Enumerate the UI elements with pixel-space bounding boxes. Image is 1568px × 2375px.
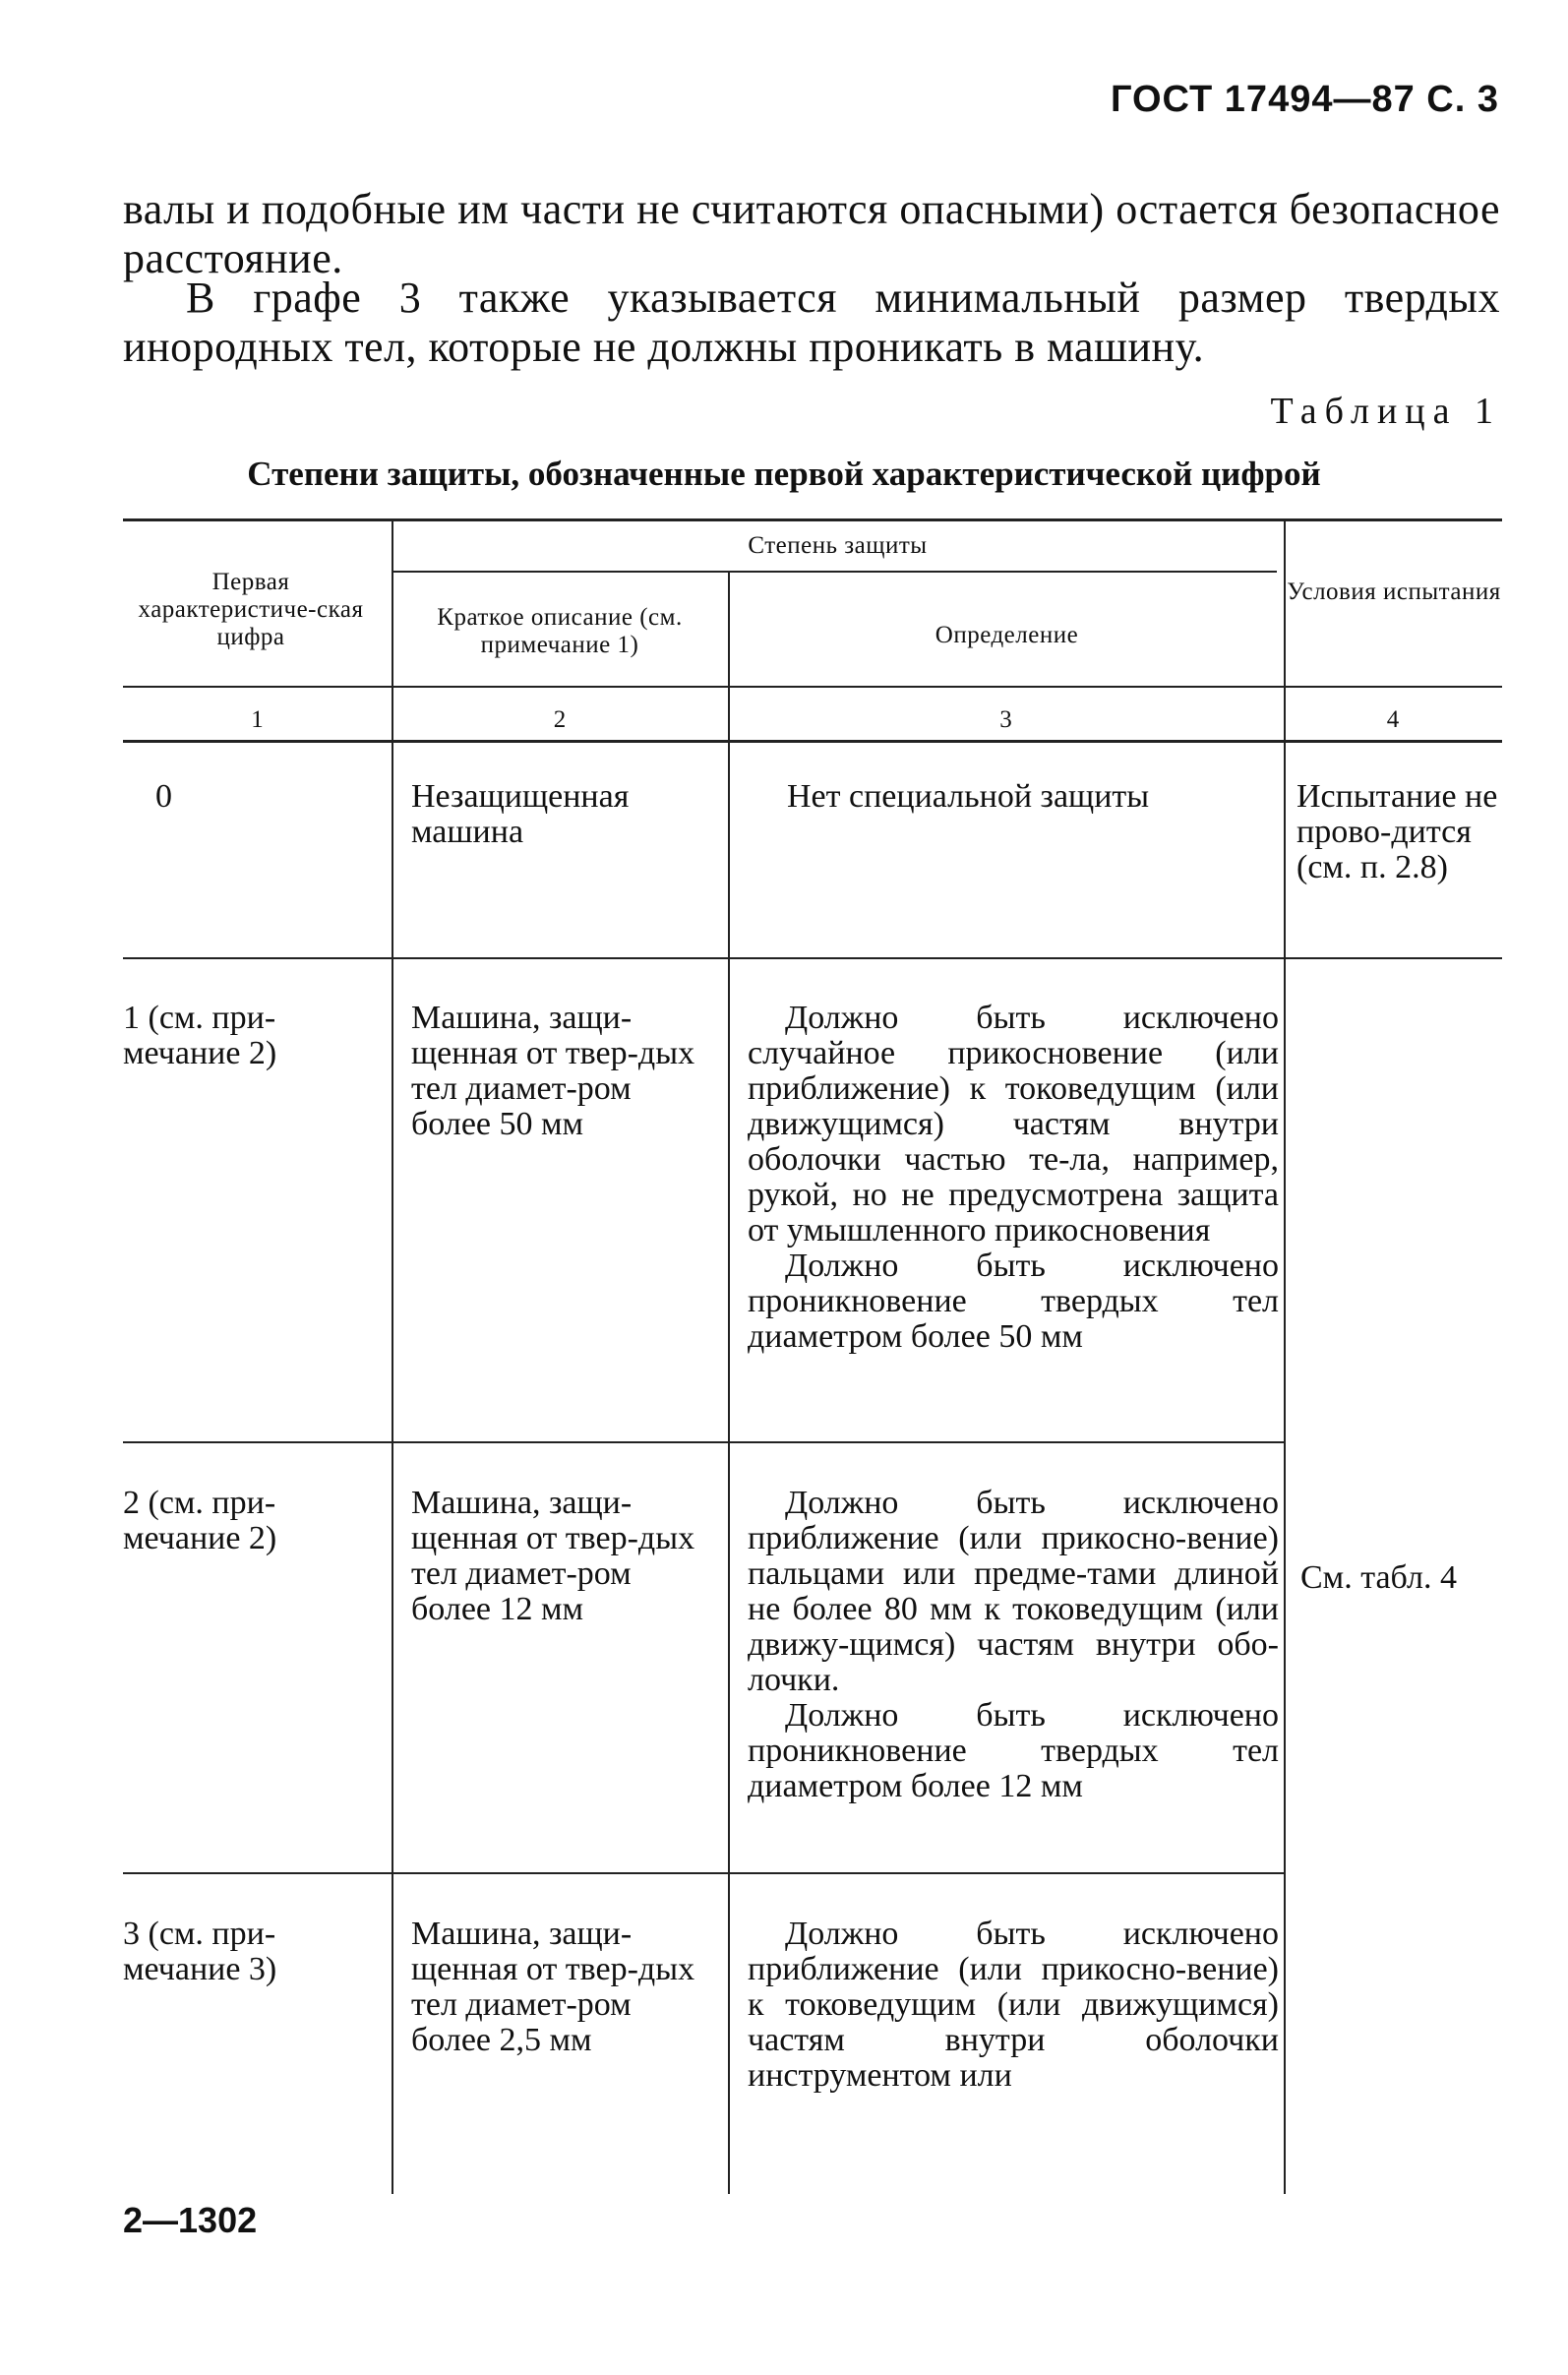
column-rule-3 bbox=[1284, 518, 1286, 2194]
definition-text: Должно быть исключено проникновение твердых тел диаметром более 50 мм bbox=[748, 1248, 1279, 1355]
table-label: Таблица 1 bbox=[1270, 391, 1501, 432]
row-1-rule bbox=[123, 957, 1502, 959]
column-rule-2 bbox=[728, 571, 730, 2194]
page-header: ГОСТ 17494—87 С. 3 bbox=[1110, 79, 1499, 120]
header-short-description: Краткое описание (см. примечание 1) bbox=[437, 604, 683, 658]
row-2-rule bbox=[123, 1441, 1284, 1443]
column-number-1: 1 bbox=[251, 706, 264, 733]
intro-paragraph-2: В графе 3 также указывается минимальный размер твердых инородных тел, которые не должны проникать в машину. bbox=[123, 274, 1500, 371]
header-test-conditions: Условия испытания bbox=[1287, 579, 1501, 605]
definition-text: Должно быть исключено приближение (или прикосно-вение) к токоведущим (или движущимся) частям внутри оболочки инструментом или bbox=[748, 1916, 1279, 2094]
column-numbers-rule bbox=[123, 740, 1502, 743]
table-row-3-definition bbox=[748, 1917, 1279, 2094]
definition-text: Должно быть исключено случайное прикосновение (или приближение) к токоведущим (или движущимся) частям внутри оболочки частью те-ла, например, рукой, но не предусмотрена защита от умышленного прикосновения bbox=[748, 1000, 1279, 1248]
column-number-3: 3 bbox=[999, 706, 1012, 733]
table-row-3-digit: 3 (см. при-мечание 3) bbox=[123, 1916, 277, 1987]
table-row-0-short: Незащищенная машина bbox=[411, 778, 630, 850]
table-row-0-conditions: Испытание не прово-дится (см. п. 2.8) bbox=[1297, 778, 1498, 885]
table-row-0-digit: 0 bbox=[155, 778, 172, 815]
table-top-rule bbox=[123, 518, 1502, 521]
table-row-0-definition bbox=[787, 779, 1318, 815]
merged-conditions-cell: См. табл. 4 bbox=[1300, 1559, 1457, 1596]
table-row-2-digit: 2 (см. при-мечание 2) bbox=[123, 1485, 277, 1556]
definition-text: Нет специальной защиты bbox=[787, 778, 1150, 815]
definition-text: Должно быть исключено приближение (или прикосно-вение) пальцами или предме-тами длиной не более 80 мм к токоведущим (или движу-щимся) частям внутри обо-лочки. bbox=[748, 1485, 1279, 1698]
table-caption: Степени защиты, обозначенные первой характеристической цифрой bbox=[247, 455, 1321, 493]
definition-text: Должно быть исключено проникновение твердых тел диаметром более 12 мм bbox=[748, 1697, 1279, 1804]
column-number-4: 4 bbox=[1386, 706, 1400, 733]
table-row-3-short: Машина, защи-щенная от твер-дых тел диамет-ром более 2,5 мм bbox=[411, 1916, 695, 2058]
page-footer: 2—1302 bbox=[123, 2200, 258, 2240]
header-definition: Определение bbox=[935, 622, 1079, 648]
intro-paragraph-1: валы и подобные им части не считаются опасными) остается безопасное расстояние. bbox=[123, 185, 1500, 282]
table-row-2-definition bbox=[748, 1486, 1279, 1804]
group-header-rule bbox=[392, 571, 1277, 573]
row-3-rule bbox=[123, 1872, 1284, 1874]
header-protection-degree: Степень защиты bbox=[748, 532, 928, 559]
column-number-2: 2 bbox=[553, 706, 567, 733]
header-first-digit: Первая характеристиче-ская цифра bbox=[138, 569, 364, 650]
table-row-1-digit: 1 (см. при-мечание 2) bbox=[123, 1000, 277, 1071]
table-row-1-definition bbox=[748, 1001, 1279, 1355]
header-bottom-rule bbox=[123, 686, 1502, 688]
column-rule-1 bbox=[392, 518, 393, 2194]
table-row-2-short: Машина, защи-щенная от твер-дых тел диамет-ром более 12 мм bbox=[411, 1485, 695, 1627]
table-row-1-short: Машина, защи-щенная от твер-дых тел диамет-ром более 50 мм bbox=[411, 1000, 695, 1142]
